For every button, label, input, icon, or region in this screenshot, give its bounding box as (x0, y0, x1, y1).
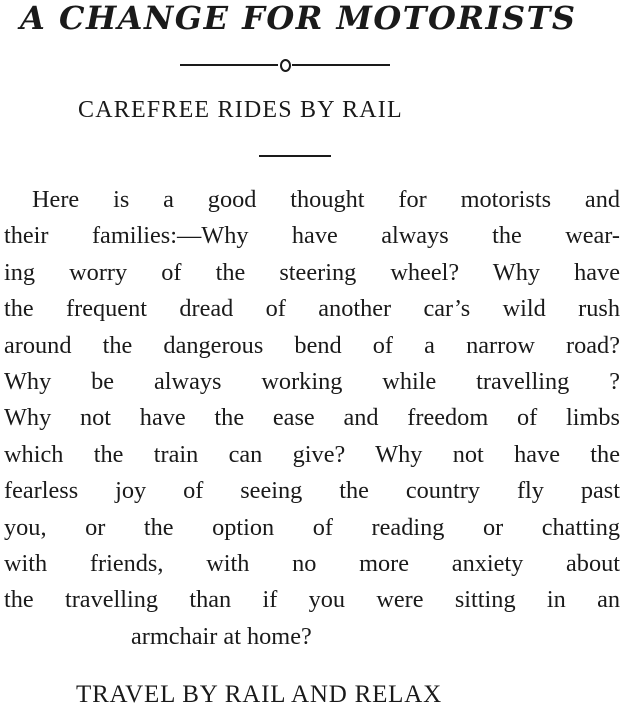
divider-line-right (292, 64, 390, 66)
body-line: which the train can give? Why not have the (4, 440, 620, 468)
body-line: fearless joy of seeing the country fly past (4, 477, 620, 505)
headline: A CHANGE FOR MOTORISTS (20, 0, 577, 37)
body-line: their families:—Why have always the wear- (4, 222, 620, 250)
body-line: you, or the option of reading or chatting (4, 513, 620, 541)
body-line: Here is a good thought for motorists and (32, 186, 620, 213)
body-line: Why not have the ease and freedom of limbs (4, 404, 620, 432)
divider-ring-icon (280, 59, 291, 72)
body-line: with friends, with no more anxiety about (4, 549, 620, 577)
divider-line-left (180, 64, 278, 66)
body-line: the frequent dread of another car’s wild rush (4, 295, 620, 323)
ornamental-divider (180, 55, 390, 75)
body-line: ing worry of the steering wheel? Why have (4, 258, 620, 286)
body-line: Why be always working while travelling ? (4, 367, 620, 395)
article-body (4, 182, 620, 655)
body-line: around the dangerous bend of a narrow road? (4, 331, 620, 359)
short-divider (259, 155, 331, 157)
body-line: armchair at home? (131, 622, 312, 650)
body-line: the travelling than if you were sitting in an (4, 586, 620, 614)
subheadline: CAREFREE RIDES BY RAIL (78, 97, 403, 123)
slogan: TRAVEL BY RAIL AND RELAX (76, 681, 442, 708)
